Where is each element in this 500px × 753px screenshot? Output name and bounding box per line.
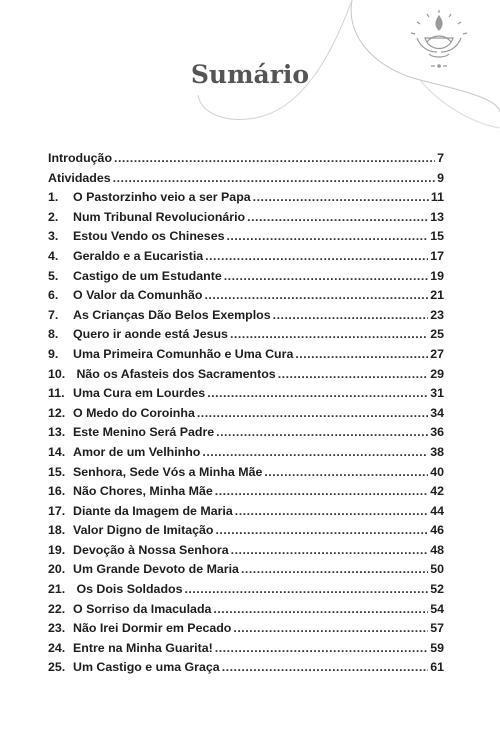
leader-dots [205,247,428,267]
toc-entry[interactable] [48,227,444,247]
toc-entry-label: Uma Primeira Comunhão e Uma Cura [73,346,294,361]
toc-entry[interactable] [48,658,444,678]
toc-entry-label: Um Grande Devoto de Maria [73,562,239,577]
toc-entry-number: 9. [48,346,59,361]
toc-entry-label: Não os Afasteis dos Sacramentos [73,366,276,381]
toc-entry-number: 24. [48,640,66,655]
toc-entry-page: 27 [430,346,444,361]
leader-dots [224,267,428,287]
toc-entry-label: Os Dois Soldados [73,582,183,597]
leader-dots [230,325,428,345]
toc-entry-page: 57 [430,621,444,636]
table-of-contents [48,149,444,678]
toc-entry[interactable] [48,384,444,404]
leader-dots [204,286,428,306]
toc-entry[interactable] [48,423,444,443]
toc-entry-number: 2. [48,209,59,224]
toc-entry-label: Estou Vendo os Chineses [73,229,225,244]
leader-dots [216,423,428,443]
toc-entry[interactable] [48,306,444,326]
toc-entry-label: Não Chores, Minha Mãe [73,484,213,499]
toc-entry-number: 6. [48,288,59,303]
toc-entry-label: Não Irei Dormir em Pecado [73,621,232,636]
toc-entry-label: As Crianças Dão Belos Exemplos [73,307,271,322]
toc-entry-number: 10. [48,366,66,381]
toc-entry-number: 23. [48,621,66,636]
toc-entry-page: 34 [430,405,444,420]
toc-entry-page: 7 [437,151,444,165]
toc-entry-number: 25. [48,660,66,675]
toc-entry-page: 25 [430,327,444,342]
toc-entry-page: 13 [430,209,444,224]
toc-entry-number: 22. [48,601,66,616]
toc-entry-label: Quero ir aonde está Jesus [73,327,228,342]
toc-entry-page: 11 [430,190,444,205]
toc-entry[interactable] [48,560,444,580]
toc-entry-number: 5. [48,268,59,283]
toc-entry[interactable] [48,325,444,345]
leader-dots [215,482,428,502]
toc-entry-label: Diante da Imagem de Maria [73,503,233,518]
toc-entry[interactable] [48,580,444,600]
toc-entry-number: 17. [48,503,66,518]
leader-dots [235,502,428,522]
leader-dots [273,306,429,326]
toc-entry-label: Uma Cura em Lourdes [73,386,206,401]
leader-dots [295,345,428,365]
leader-dots [222,658,429,678]
toc-entry-introducao[interactable] [48,149,444,169]
toc-entry-page: 36 [430,425,444,440]
leader-dots [215,639,428,659]
toc-entry[interactable] [48,482,444,502]
toc-entry-number: 21. [48,582,66,597]
toc-entry-label: Introdução [48,151,113,165]
toc-entry-number: 14. [48,444,66,459]
toc-entry-label: Entre na Minha Guarita! [73,640,213,655]
toc-entry-page: 52 [430,582,444,597]
toc-entry-page: 29 [430,366,444,381]
leader-dots [226,227,428,247]
toc-entry-label: Um Castigo e uma Graça [73,660,220,675]
toc-entry-label: Valor Digno de Imitação [73,523,214,538]
toc-entry-number: 19. [48,542,66,557]
toc-entry[interactable] [48,639,444,659]
page-title: Sumário [190,60,310,89]
toc-entry-page: 17 [430,248,444,263]
toc-entry[interactable] [48,345,444,365]
toc-entry-page: 15 [430,229,444,244]
toc-entry[interactable] [48,463,444,483]
toc-entry-label: Senhora, Sede Vós a Minha Mãe [73,464,263,479]
toc-entry-label: Este Menino Será Padre [73,425,215,440]
toc-entry-page: 23 [430,307,444,322]
toc-entry-page: 50 [430,562,444,577]
toc-entry-atividades[interactable] [48,169,444,189]
toc-entry-page: 19 [430,268,444,283]
toc-entry-number: 1. [48,190,59,205]
toc-entry[interactable] [48,404,444,424]
leader-dots [207,384,428,404]
toc-entry[interactable] [48,521,444,541]
toc-entry-number: 16. [48,484,66,499]
toc-entry-page: 42 [430,484,444,499]
toc-entry[interactable] [48,208,444,228]
toc-entry[interactable] [48,619,444,639]
toc-entry-label: Num Tribunal Revolucionário [73,209,246,224]
toc-entry-label: Devoção à Nossa Senhora [73,542,229,557]
toc-entry-page: 40 [430,464,444,479]
toc-entry-number: 12. [48,405,66,420]
toc-entry-label: O Medo do Coroinha [73,405,195,420]
leader-dots [247,208,428,228]
toc-entry-page: 31 [430,386,444,401]
leader-dots [213,600,428,620]
leader-dots [197,404,428,424]
toc-entry-number: 18. [48,523,66,538]
toc-entry-number: 15. [48,464,66,479]
leader-dots [231,541,429,561]
toc-entry-page: 38 [430,444,444,459]
leader-dots [264,463,428,483]
toc-entry-number: 7. [48,307,59,322]
toc-entry-page: 44 [430,503,444,518]
toc-entry-number: 11. [48,386,65,401]
toc-entry-number: 4. [48,248,59,263]
toc-entry-label: Amor de um Velhinho [73,444,201,459]
toc-entry-label: O Valor da Comunhão [73,288,203,303]
toc-entry-page: 48 [430,542,444,557]
toc-entry-page: 46 [430,523,444,538]
toc-entry-page: 9 [437,170,444,185]
toc-entry[interactable] [48,502,444,522]
leader-dots [215,521,428,541]
toc-entry-page: 54 [430,601,444,616]
toc-entry[interactable] [48,247,444,267]
toc-entry[interactable] [48,188,444,208]
toc-entry-number: 8. [48,327,59,342]
toc-entry-number: 13. [48,425,66,440]
toc-entry[interactable] [48,443,444,463]
leader-dots [253,188,429,208]
leader-dots [278,365,429,385]
toc-entry-label: O Sorriso da Imaculada [73,601,212,616]
toc-entry[interactable] [48,267,444,287]
toc-entry[interactable] [48,286,444,306]
toc-entry[interactable] [48,365,444,385]
leader-dots [184,580,428,600]
toc-entry-label: Geraldo e a Eucaristia [73,248,204,263]
leader-dots [113,169,435,189]
toc-entry-page: 59 [430,640,444,655]
leader-dots [202,443,428,463]
toc-entry-number: 20. [48,562,66,577]
toc-entry-number: 3. [48,229,59,244]
leader-dots [114,149,435,169]
toc-entry-page: 61 [430,660,444,675]
toc-entry[interactable] [48,541,444,561]
toc-entry-label: O Pastorzinho veio a ser Papa [73,190,251,205]
toc-entry-label: Castigo de um Estudante [73,268,222,283]
toc-entry[interactable] [48,600,444,620]
toc-entry-label: Atividades [48,170,111,185]
leader-dots [241,560,428,580]
toc-entry-page: 21 [430,288,444,303]
leader-dots [233,619,428,639]
